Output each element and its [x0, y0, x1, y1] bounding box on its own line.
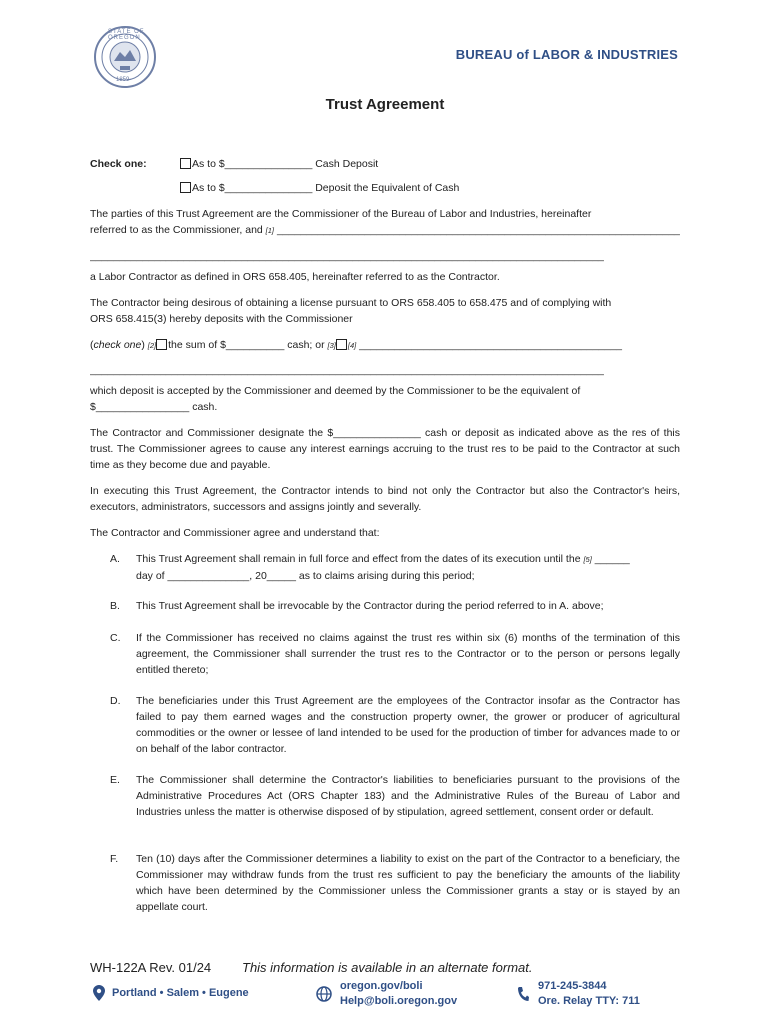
list-item: B. This Trust Agreement shall be irrevocable by the Contractor during the period referred to in A. above; [110, 600, 604, 612]
seal-year: 1859 [116, 77, 130, 83]
designate-para: The Contractor and Commissioner designate the $_______________ cash or deposit as indicated above as the res of this trust. The Commissioner agrees to cause any interest earnings accruing to the trust res to be paid to the Contractor at such time as they become due and payable. [90, 427, 680, 471]
parties-line-1: The parties of this Trust Agreement are the Commissioner of the Bureau of Labor and Industries, hereinafter [90, 208, 592, 220]
option-equivalent-cash[interactable] [180, 180, 459, 196]
bureau-name: BUREAU of LABOR & INDUSTRIES [455, 47, 678, 62]
checkbox-icon[interactable] [180, 158, 191, 169]
option-cash-deposit-label: As to $_______________ Cash Deposit [192, 158, 379, 170]
checkbox-icon[interactable] [180, 182, 191, 193]
list-item: F. Ten (10) days after the Commissioner determines a liability to exist on the part of the Contractor to a beneficiary, the Commissioner may withdraw funds from the trust res sufficient to pay the beneficiary the amounts of the liability which have been determined by the Commissioner unless the Commissioner grants a stay or is stayed by an appellate court. [110, 853, 680, 913]
alternate-format-note: This information is available in an alternate format. [242, 960, 533, 975]
executing-para: In executing this Trust Agreement, the Contractor intends to bind not only the Contractor but also the Contractor's heirs, executors, administrators, successors and assigns jointly and severally. [90, 485, 680, 513]
check-one-label: Check one: [90, 158, 147, 170]
location-pin-icon [93, 985, 105, 1001]
contractor-name-line: ________________________________________________________________________________________ [90, 250, 604, 262]
list-item: E. The Commissioner shall determine the Contractor's liabilities to beneficiaries pursuant to the provisions of the Administrative Procedures Act (ORS Chapter 183) and the Administrative Rules of the Bureau of Labor and Industries unless the matter is otherwise disposed of by stipulation, agreed settlement, consent order or default. [110, 774, 680, 818]
option-cash-deposit[interactable] [180, 156, 378, 172]
relay-tty: Ore. Relay TTY: 711 [538, 995, 640, 1007]
parties-line-2: referred to as the Commissioner, and [1] _____________________________________________________________________ [90, 224, 680, 236]
option-equivalent-label: As to $_______________ Deposit the Equivalent of Cash [192, 182, 460, 194]
which-deposit-line-1: which deposit is accepted by the Commissioner and deemed by the Commissioner to be the equivalent of [90, 385, 581, 397]
deposit-choice-line: (check one) [2] the sum of $__________ cash; or [3] [4] _____________________________________________ [90, 339, 622, 351]
phone-number[interactable]: 971-245-3844 [538, 980, 607, 992]
list-item: D. The beneficiaries under this Trust Agreement are the employees of the Contractor insofar as the Contractor has failed to pay them earned wages and the construction property owner, the grower or producer of agricultural commodities or the owner or lessee of land intended to be used for the production of timber for advances made to or on behalf of the labor contractor. [110, 695, 680, 755]
page-title: Trust Agreement [325, 96, 445, 113]
globe-icon [316, 986, 332, 1002]
website-link[interactable]: oregon.gov/boli [340, 980, 423, 992]
seal-text: STATE OF OREGON [108, 29, 145, 41]
desirous-line-1: The Contractor being desirous of obtaining a license pursuant to ORS 658.405 to 658.475 and of complying with [90, 297, 612, 309]
state-seal-icon [94, 26, 156, 88]
which-deposit-line-2: $________________ cash. [90, 401, 218, 413]
email-link[interactable]: Help@boli.oregon.gov [340, 995, 458, 1007]
list-item: C. If the Commissioner has received no claims against the trust res within six (6) months of the termination of this agreement, the Commissioner shall surrender the trust res to the Contractor or to the person or persons legally entitled thereto; [110, 632, 680, 676]
agree-para: The Contractor and Commissioner agree and understand that: [90, 527, 380, 539]
labor-contractor-para: a Labor Contractor as defined in ORS 658.405, hereinafter referred to as the Contractor. [90, 271, 500, 283]
form-code: WH-122A Rev. 01/24 [90, 960, 212, 975]
desirous-line-2: ORS 658.415(3) hereby deposits with the Commissioner [90, 313, 353, 325]
office-locations: Portland • Salem • Eugene [112, 987, 249, 999]
list-item: A. This Trust Agreement shall remain in full force and effect from the dates of its execution until the [5] ______ day of ______________, 20_____ as to claims arising during this period; [110, 553, 630, 582]
phone-icon [517, 986, 529, 1002]
checkbox-icon[interactable] [336, 339, 347, 350]
deposit-description-line: ________________________________________________________________________________________ [90, 364, 604, 376]
checkbox-icon[interactable] [156, 339, 167, 350]
